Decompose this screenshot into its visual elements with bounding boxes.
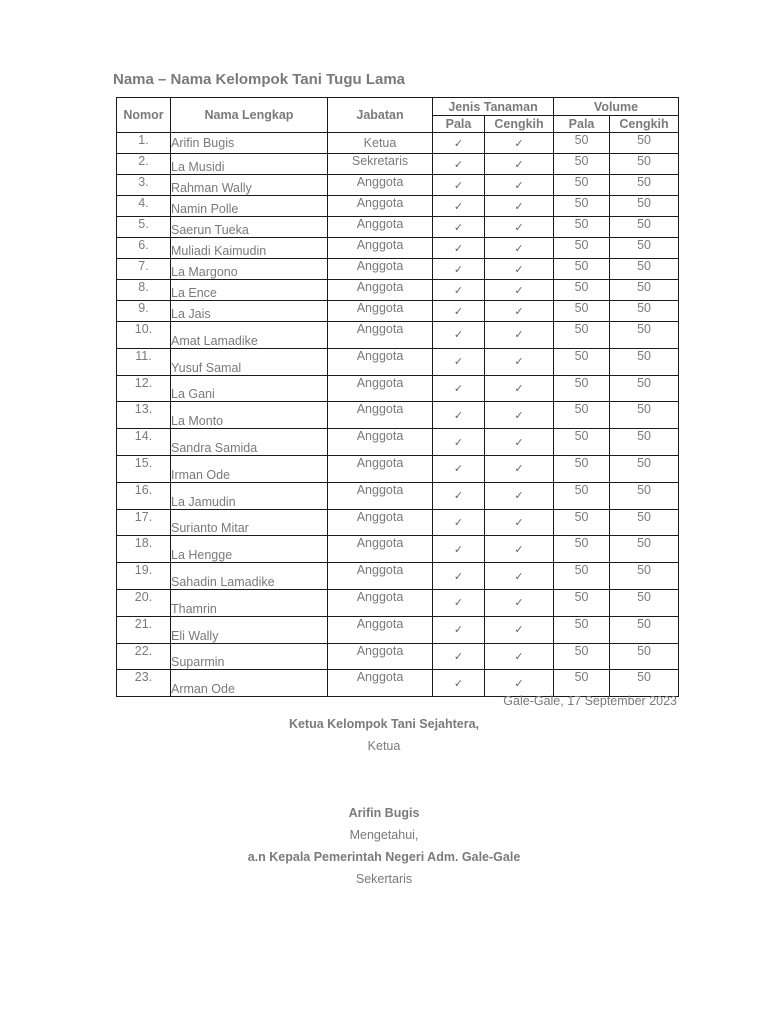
row-name: Irman Ode — [171, 455, 328, 482]
row-number: 5. — [117, 217, 171, 238]
table-row — [117, 375, 679, 402]
checkmark-icon: ✓ — [514, 221, 524, 234]
row-volume-cengkih: 50 — [610, 509, 679, 536]
row-number: 17. — [117, 509, 171, 536]
table-row — [117, 259, 679, 280]
row-number: 6. — [117, 238, 171, 259]
table-row — [117, 670, 679, 697]
row-number: 14. — [117, 429, 171, 456]
header-volume: Volume — [554, 98, 679, 116]
row-number: 3. — [117, 175, 171, 196]
cengkih-check-cell — [485, 589, 554, 616]
table-row — [117, 175, 679, 196]
row-volume-pala: 50 — [554, 455, 610, 482]
cengkih-check-cell — [485, 259, 554, 280]
row-number: 1. — [117, 133, 171, 154]
row-volume-cengkih: 50 — [610, 196, 679, 217]
cengkih-check-cell — [485, 196, 554, 217]
row-number: 16. — [117, 482, 171, 509]
checkmark-icon: ✓ — [514, 329, 524, 342]
cengkih-check-cell — [485, 455, 554, 482]
checkmark-icon: ✓ — [453, 624, 464, 637]
row-number: 21. — [117, 616, 171, 643]
pala-check-cell — [433, 196, 485, 217]
row-number: 8. — [117, 280, 171, 301]
checkmark-icon: ✓ — [453, 490, 464, 503]
row-role: Anggota — [328, 259, 433, 280]
checkmark-icon: ✓ — [514, 597, 524, 610]
table-row — [117, 643, 679, 670]
row-role: Anggota — [328, 196, 433, 217]
row-volume-pala: 50 — [554, 217, 610, 238]
row-volume-cengkih: 50 — [610, 259, 679, 280]
checkmark-icon: ✓ — [514, 382, 524, 395]
row-role: Anggota — [328, 238, 433, 259]
row-name: La Jamudin — [171, 482, 328, 509]
cengkih-check-cell — [485, 482, 554, 509]
row-volume-cengkih: 50 — [610, 280, 679, 301]
table-body — [117, 133, 679, 697]
row-volume-pala: 50 — [554, 154, 610, 175]
row-volume-cengkih: 50 — [610, 643, 679, 670]
row-name: Saerun Tueka — [171, 217, 328, 238]
row-name: Namin Polle — [171, 196, 328, 217]
table-row — [117, 402, 679, 429]
checkmark-icon: ✓ — [453, 570, 464, 583]
row-role: Anggota — [328, 322, 433, 349]
checkmark-icon: ✓ — [453, 516, 464, 529]
row-name: La Hengge — [171, 536, 328, 563]
row-number: 4. — [117, 196, 171, 217]
table-row — [117, 429, 679, 456]
pala-check-cell — [433, 154, 485, 175]
row-role: Anggota — [328, 643, 433, 670]
cengkih-check-cell — [485, 509, 554, 536]
row-name: Sandra Samida — [171, 429, 328, 456]
pala-check-cell — [433, 482, 485, 509]
row-role: Anggota — [328, 670, 433, 697]
row-name: La Jais — [171, 301, 328, 322]
row-role: Sekretaris — [328, 154, 433, 175]
pala-check-cell — [433, 563, 485, 590]
row-name: Thamrin — [171, 589, 328, 616]
row-volume-cengkih: 50 — [610, 348, 679, 375]
checkmark-icon: ✓ — [514, 409, 524, 422]
row-volume-cengkih: 50 — [610, 536, 679, 563]
row-volume-pala: 50 — [554, 322, 610, 349]
checkmark-icon: ✓ — [453, 179, 464, 192]
table-row — [117, 154, 679, 175]
row-name: Arman Ode — [171, 670, 328, 697]
row-number: 23. — [117, 670, 171, 697]
checkmark-icon: ✓ — [453, 263, 464, 276]
row-role: Anggota — [328, 536, 433, 563]
row-number: 2. — [117, 154, 171, 175]
row-volume-cengkih: 50 — [610, 217, 679, 238]
row-number: 20. — [117, 589, 171, 616]
row-name: Rahman Wally — [171, 175, 328, 196]
cengkih-check-cell — [485, 375, 554, 402]
cengkih-check-cell — [485, 301, 554, 322]
table-row — [117, 616, 679, 643]
row-volume-pala: 50 — [554, 536, 610, 563]
table-header-row — [117, 98, 679, 116]
row-volume-cengkih: 50 — [610, 133, 679, 154]
row-volume-pala: 50 — [554, 301, 610, 322]
table-row — [117, 509, 679, 536]
cengkih-check-cell — [485, 217, 554, 238]
row-volume-pala: 50 — [554, 238, 610, 259]
place-date: Gale-Gale, 17 September 2023 — [503, 694, 677, 708]
checkmark-icon: ✓ — [514, 516, 524, 529]
row-number: 11. — [117, 348, 171, 375]
table-row — [117, 322, 679, 349]
pala-check-cell — [433, 375, 485, 402]
checkmark-icon: ✓ — [453, 137, 464, 150]
cengkih-check-cell — [485, 238, 554, 259]
signature-position: Ketua — [367, 739, 401, 753]
row-role: Anggota — [328, 217, 433, 238]
table-row — [117, 133, 679, 154]
checkmark-icon: ✓ — [453, 650, 464, 663]
row-volume-pala: 50 — [554, 375, 610, 402]
pala-check-cell — [433, 589, 485, 616]
checkmark-icon: ✓ — [453, 158, 464, 171]
row-role: Anggota — [328, 482, 433, 509]
checkmark-icon: ✓ — [514, 463, 524, 476]
pala-check-cell — [433, 280, 485, 301]
row-volume-cengkih: 50 — [610, 154, 679, 175]
checkmark-icon: ✓ — [514, 305, 524, 318]
row-volume-pala: 50 — [554, 670, 610, 697]
cengkih-check-cell — [485, 429, 554, 456]
row-number: 13. — [117, 402, 171, 429]
table-row — [117, 238, 679, 259]
checkmark-icon: ✓ — [514, 356, 524, 369]
row-role: Anggota — [328, 563, 433, 590]
cengkih-check-cell — [485, 670, 554, 697]
table-row — [117, 280, 679, 301]
row-volume-cengkih: 50 — [610, 455, 679, 482]
authority-position: Sekertaris — [355, 872, 413, 886]
table-row — [117, 455, 679, 482]
row-volume-pala: 50 — [554, 643, 610, 670]
row-name: Surianto Mitar — [171, 509, 328, 536]
row-volume-pala: 50 — [554, 196, 610, 217]
pala-check-cell — [433, 643, 485, 670]
pala-check-cell — [433, 133, 485, 154]
row-volume-cengkih: 50 — [610, 402, 679, 429]
signer-name: Arifin Bugis — [348, 806, 420, 820]
row-name: Sahadin Lamadike — [171, 563, 328, 590]
checkmark-icon: ✓ — [514, 650, 524, 663]
row-volume-cengkih: 50 — [610, 589, 679, 616]
row-number: 19. — [117, 563, 171, 590]
table-row — [117, 196, 679, 217]
checkmark-icon: ✓ — [453, 543, 464, 556]
cengkih-check-cell — [485, 536, 554, 563]
checkmark-icon: ✓ — [514, 200, 524, 213]
cengkih-check-cell — [485, 133, 554, 154]
row-volume-cengkih: 50 — [610, 482, 679, 509]
row-name: La Margono — [171, 259, 328, 280]
row-number: 7. — [117, 259, 171, 280]
row-number: 15. — [117, 455, 171, 482]
row-volume-cengkih: 50 — [610, 616, 679, 643]
cengkih-check-cell — [485, 563, 554, 590]
row-volume-cengkih: 50 — [610, 322, 679, 349]
row-role: Anggota — [328, 301, 433, 322]
row-volume-pala: 50 — [554, 259, 610, 280]
row-volume-pala: 50 — [554, 348, 610, 375]
subheader-tanaman-pala: Pala — [433, 116, 485, 133]
row-role: Anggota — [328, 589, 433, 616]
row-volume-pala: 50 — [554, 429, 610, 456]
cengkih-check-cell — [485, 154, 554, 175]
pala-check-cell — [433, 402, 485, 429]
row-name: Suparmin — [171, 643, 328, 670]
row-number: 10. — [117, 322, 171, 349]
row-number: 18. — [117, 536, 171, 563]
checkmark-icon: ✓ — [453, 242, 464, 255]
checkmark-icon: ✓ — [453, 305, 464, 318]
checkmark-icon: ✓ — [514, 137, 524, 150]
row-name: Amat Lamadike — [171, 322, 328, 349]
row-volume-pala: 50 — [554, 402, 610, 429]
header-jenis-tanaman: Jenis Tanaman — [433, 98, 554, 116]
row-number: 12. — [117, 375, 171, 402]
checkmark-icon: ✓ — [514, 158, 524, 171]
table-row — [117, 589, 679, 616]
table-row — [117, 482, 679, 509]
row-role: Anggota — [328, 175, 433, 196]
header-nama-lengkap: Nama Lengkap — [171, 98, 328, 133]
checkmark-icon: ✓ — [514, 436, 524, 449]
row-name: La Gani — [171, 375, 328, 402]
checkmark-icon: ✓ — [453, 221, 464, 234]
checkmark-icon: ✓ — [453, 409, 464, 422]
pala-check-cell — [433, 175, 485, 196]
row-name: Muliadi Kaimudin — [171, 238, 328, 259]
subheader-tanaman-cengkih: Cengkih — [485, 116, 554, 133]
acknowledged-label: Mengetahui, — [349, 828, 419, 842]
row-number: 22. — [117, 643, 171, 670]
row-role: Anggota — [328, 455, 433, 482]
row-role: Anggota — [328, 429, 433, 456]
pala-check-cell — [433, 238, 485, 259]
checkmark-icon: ✓ — [453, 284, 464, 297]
row-role: Anggota — [328, 348, 433, 375]
row-number: 9. — [117, 301, 171, 322]
table-row — [117, 536, 679, 563]
checkmark-icon: ✓ — [514, 490, 524, 503]
row-volume-pala: 50 — [554, 509, 610, 536]
row-role: Anggota — [328, 509, 433, 536]
checkmark-icon: ✓ — [453, 677, 464, 690]
pala-check-cell — [433, 259, 485, 280]
cengkih-check-cell — [485, 348, 554, 375]
authority-title: a.n Kepala Pemerintah Negeri Adm. Gale-Gale — [247, 850, 521, 864]
row-name: La Monto — [171, 402, 328, 429]
pala-check-cell — [433, 536, 485, 563]
row-volume-pala: 50 — [554, 616, 610, 643]
row-role: Anggota — [328, 616, 433, 643]
checkmark-icon: ✓ — [514, 624, 524, 637]
row-volume-cengkih: 50 — [610, 670, 679, 697]
row-role: Ketua — [328, 133, 433, 154]
row-role: Anggota — [328, 280, 433, 301]
cengkih-check-cell — [485, 322, 554, 349]
row-name: Yusuf Samal — [171, 348, 328, 375]
pala-check-cell — [433, 348, 485, 375]
table-row — [117, 217, 679, 238]
row-volume-cengkih: 50 — [610, 301, 679, 322]
checkmark-icon: ✓ — [514, 242, 524, 255]
header-nomor: Nomor — [117, 98, 171, 133]
checkmark-icon: ✓ — [514, 543, 524, 556]
row-volume-pala: 50 — [554, 133, 610, 154]
row-volume-cengkih: 50 — [610, 238, 679, 259]
row-name: Arifin Bugis — [171, 133, 328, 154]
row-volume-pala: 50 — [554, 175, 610, 196]
row-volume-cengkih: 50 — [610, 175, 679, 196]
row-volume-cengkih: 50 — [610, 563, 679, 590]
pala-check-cell — [433, 616, 485, 643]
row-role: Anggota — [328, 375, 433, 402]
cengkih-check-cell — [485, 175, 554, 196]
row-volume-cengkih: 50 — [610, 429, 679, 456]
row-role: Anggota — [328, 402, 433, 429]
table-row — [117, 348, 679, 375]
row-name: La Ence — [171, 280, 328, 301]
cengkih-check-cell — [485, 616, 554, 643]
checkmark-icon: ✓ — [453, 200, 464, 213]
pala-check-cell — [433, 455, 485, 482]
subheader-volume-cengkih: Cengkih — [610, 116, 679, 133]
pala-check-cell — [433, 670, 485, 697]
pala-check-cell — [433, 509, 485, 536]
checkmark-icon: ✓ — [453, 382, 464, 395]
checkmark-icon: ✓ — [453, 597, 464, 610]
pala-check-cell — [433, 429, 485, 456]
row-name: Eli Wally — [171, 616, 328, 643]
checkmark-icon: ✓ — [453, 329, 464, 342]
subheader-volume-pala: Pala — [554, 116, 610, 133]
pala-check-cell — [433, 301, 485, 322]
cengkih-check-cell — [485, 643, 554, 670]
pala-check-cell — [433, 217, 485, 238]
signature-group-title: Ketua Kelompok Tani Sejahtera, — [288, 717, 480, 731]
checkmark-icon: ✓ — [514, 284, 524, 297]
checkmark-icon: ✓ — [453, 463, 464, 476]
row-name: La Musidi — [171, 154, 328, 175]
cengkih-check-cell — [485, 280, 554, 301]
row-volume-pala: 50 — [554, 482, 610, 509]
row-volume-pala: 50 — [554, 589, 610, 616]
checkmark-icon: ✓ — [514, 263, 524, 276]
table-row — [117, 563, 679, 590]
checkmark-icon: ✓ — [514, 677, 524, 690]
pala-check-cell — [433, 322, 485, 349]
row-volume-pala: 50 — [554, 280, 610, 301]
document-title: Nama – Nama Kelompok Tani Tugu Lama — [113, 71, 406, 88]
row-volume-pala: 50 — [554, 563, 610, 590]
cengkih-check-cell — [485, 402, 554, 429]
member-table — [116, 97, 679, 697]
row-volume-cengkih: 50 — [610, 375, 679, 402]
checkmark-icon: ✓ — [514, 570, 524, 583]
checkmark-icon: ✓ — [453, 436, 464, 449]
header-jabatan: Jabatan — [328, 98, 433, 133]
checkmark-icon: ✓ — [453, 356, 464, 369]
checkmark-icon: ✓ — [514, 179, 524, 192]
table-row — [117, 301, 679, 322]
